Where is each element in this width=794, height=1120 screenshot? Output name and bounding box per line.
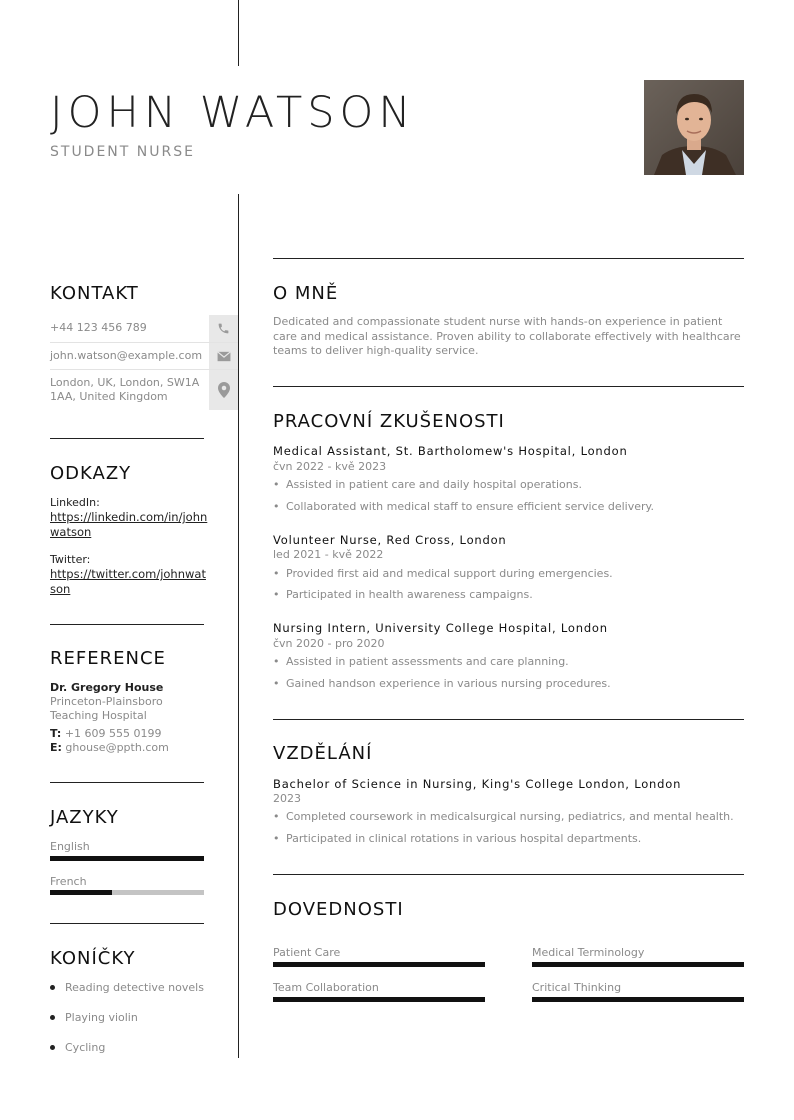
bullet-dot [50, 1015, 55, 1020]
hobby-text: Reading detective novels [65, 981, 204, 994]
top-divider-line [238, 0, 239, 66]
contact-email-row [50, 343, 238, 370]
skill-level-bar [273, 962, 485, 967]
reference-name: Dr. Gregory House [50, 681, 164, 694]
job-date: čvn 2022 - kvě 2023 [273, 460, 387, 473]
job-date: led 2021 - kvě 2022 [273, 548, 384, 561]
section-divider [273, 386, 744, 387]
bullet-icon: • [273, 500, 280, 513]
job-bullet: Assisted in patient assessments and care planning. [286, 655, 569, 668]
job-title: Nursing Intern, University College Hospital, London [273, 621, 608, 635]
person-name: JOHN WATSON [50, 88, 416, 138]
reference-phone-line [50, 727, 162, 741]
education-bullet: Completed coursework in medicalsurgical nursing, pediatrics, and mental health. [286, 810, 734, 823]
twitter-link[interactable]: https://twitter.com/johnwatson [50, 567, 206, 596]
bullet-icon: • [273, 832, 280, 845]
education-heading: VZDĚLÁNÍ [273, 743, 373, 764]
profile-photo [644, 80, 744, 175]
languages-heading: JAZYKY [50, 807, 119, 828]
bullet-icon: • [273, 655, 280, 668]
reference-phone-key: T: [50, 727, 62, 740]
skill-level-bar [273, 997, 485, 1002]
contact-address: London, UK, London, SW1A 1AA, United Kingdom [50, 376, 200, 403]
job-title: Medical Assistant, St. Bartholomew's Hospital, London [273, 444, 628, 458]
hobby-text: Cycling [65, 1041, 106, 1054]
section-divider [273, 258, 744, 259]
language-level-bar [50, 890, 204, 895]
bullet-icon: • [273, 677, 280, 690]
job-bullet: Provided first aid and medical support during emergencies. [286, 567, 613, 580]
sidebar-divider [50, 438, 204, 439]
skill-label: Team Collaboration [273, 981, 379, 994]
contact-email[interactable]: john.watson@example.com [50, 349, 203, 362]
job-bullet: Assisted in patient care and daily hospital operations. [286, 478, 582, 491]
degree-date: 2023 [273, 792, 301, 805]
section-divider [273, 874, 744, 875]
reference-email[interactable]: ghouse@ppth.com [65, 741, 169, 754]
job-bullet: Gained handson experience in various nursing procedures. [286, 677, 611, 690]
skill-level-bar [532, 997, 744, 1002]
skills-heading: DOVEDNOSTI [273, 899, 404, 920]
reference-org-line2: Teaching Hospital [50, 709, 147, 722]
about-heading: O MNĚ [273, 283, 339, 304]
linkedin-link[interactable]: https://linkedin.com/in/johnwatson [50, 510, 208, 539]
reference-phone[interactable]: +1 609 555 0199 [64, 727, 162, 740]
skill-label: Patient Care [273, 946, 341, 959]
sidebar-divider [50, 782, 204, 783]
job-title: Volunteer Nurse, Red Cross, London [273, 533, 507, 547]
reference-heading: REFERENCE [50, 648, 166, 669]
map-pin-icon [209, 370, 238, 410]
experience-heading: PRACOVNÍ ZKUŠENOSTI [273, 411, 505, 432]
skill-level-bar [532, 962, 744, 967]
contact-phone-row [50, 315, 238, 343]
reference-email-key: E: [50, 741, 62, 754]
job-bullet: Collaborated with medical staff to ensure efficient service delivery. [286, 500, 654, 513]
skill-label: Critical Thinking [532, 981, 622, 994]
job-bullet: Participated in health awareness campaigns. [286, 588, 533, 601]
bullet-dot [50, 1045, 55, 1050]
linkedin-label: LinkedIn: [50, 496, 100, 509]
reference-email-line [50, 741, 169, 755]
hobby-text: Playing violin [65, 1011, 138, 1024]
reference-org-line1: Princeton-Plainsboro [50, 695, 163, 708]
section-divider [273, 719, 744, 720]
language-level-bar [50, 856, 204, 861]
language-name: English [50, 840, 90, 853]
person-title: STUDENT NURSE [50, 144, 195, 160]
degree-title: Bachelor of Science in Nursing, King's College London, London [273, 777, 682, 791]
contact-heading: KONTAKT [50, 283, 139, 304]
envelope-icon [209, 343, 238, 369]
bullet-icon: • [273, 588, 280, 601]
job-date: čvn 2020 - pro 2020 [273, 637, 385, 650]
language-name: French [50, 875, 87, 888]
language-level-fill [50, 856, 204, 861]
contact-phone[interactable]: +44 123 456 789 [50, 321, 147, 334]
language-level-fill [50, 890, 112, 895]
education-bullet: Participated in clinical rotations in various hospital departments. [286, 832, 642, 845]
bullet-icon: • [273, 810, 280, 823]
links-heading: ODKAZY [50, 463, 132, 484]
twitter-label: Twitter: [50, 553, 91, 566]
sidebar-divider [50, 923, 204, 924]
bullet-icon: • [273, 567, 280, 580]
sidebar-divider [50, 624, 204, 625]
phone-icon [209, 315, 238, 342]
contact-address-row [50, 370, 238, 410]
hobbies-heading: KONÍČKY [50, 948, 136, 969]
about-text: Dedicated and compassionate student nurse with hands-on experience in patient care and medical assistance. Proven ability to collaborate effectively with healthcare teams to deliver high-quality service. [273, 315, 741, 357]
column-divider-line [238, 194, 239, 1058]
bullet-icon: • [273, 478, 280, 491]
skill-label: Medical Terminology [532, 946, 645, 959]
bullet-dot [50, 985, 55, 990]
